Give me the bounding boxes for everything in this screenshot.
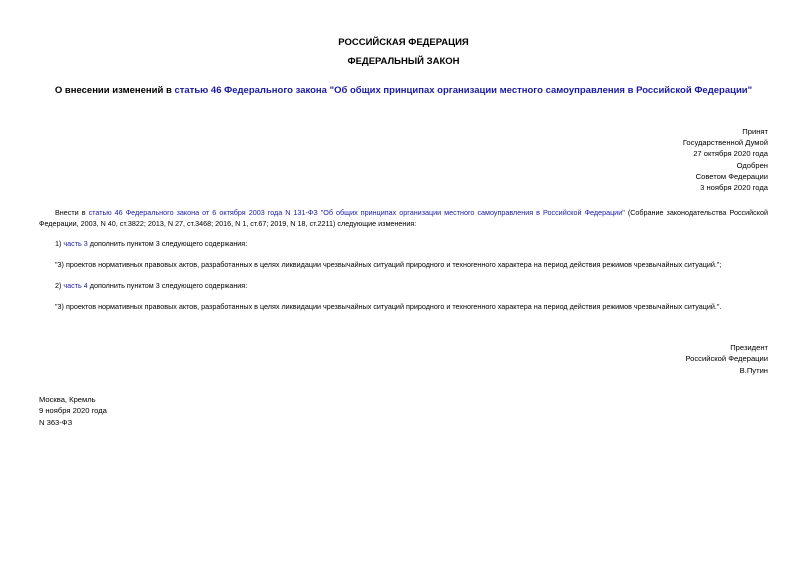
intro-law-link[interactable]: статью 46 Федерального закона от 6 октября 2003 года N 131-ФЗ "Об общих принципах организации местного самоуправления в Российской Федерации": [88, 208, 625, 217]
item-2-prefix: 2): [55, 281, 64, 290]
item-2-text: "3) проектов нормативных правовых актов, разработанных в целях ликвидации чрезвычайных ситуаций природного и техногенного характера на период действия режимов чрезвычайных ситуаций.".: [55, 302, 722, 311]
item-2-link[interactable]: часть 4: [63, 281, 88, 290]
intro-prefix: Внести в: [55, 208, 89, 217]
adoption-line: Одобрен: [736, 160, 768, 170]
signature-line: В.Путин: [739, 365, 768, 375]
law-number: N 363-ФЗ: [39, 417, 73, 427]
intro-suffix: (Собрание законодательства Российской Федерации, 2003, N 40, ст.3822; 2013, N 27, ст.3468; 2016, N 1, ст.67; 2019, N 18, ст.2211) следующие изменения:: [39, 208, 768, 228]
adoption-line: Государственной Думой: [682, 138, 768, 148]
intro-paragraph: [39, 207, 768, 229]
adoption-line: Принят: [742, 127, 768, 136]
country-heading: РОССИЙСКАЯ ФЕДЕРАЦИЯ: [338, 37, 469, 48]
place-line: Москва, Кремль: [39, 395, 96, 404]
place-date-block: [39, 394, 107, 428]
item-1-link[interactable]: часть 3: [63, 239, 88, 248]
adoption-line: Советом Федерации: [695, 171, 768, 181]
adoption-line: 3 ноября 2020 года: [700, 183, 768, 193]
law-title-prefix: О внесении изменений в: [54, 85, 175, 96]
adoption-line: 27 октября 2020 года: [693, 149, 768, 159]
adoption-block: [683, 126, 768, 193]
signature-line: Российской Федерации: [685, 354, 768, 364]
item-2: [55, 280, 247, 291]
law-title: [0, 85, 807, 97]
item-1-prefix: 1): [55, 239, 64, 248]
law-type-heading: ФЕДЕРАЛЬНЫЙ ЗАКОН: [347, 56, 460, 67]
law-title-link[interactable]: статью 46 Федерального закона "Об общих принципах организации местного самоуправления в Российской Федерации": [174, 85, 753, 96]
signature-line: Президент: [730, 343, 768, 352]
item-1-suffix: дополнить пунктом 3 следующего содержания:: [87, 239, 248, 248]
signature-block: [685, 342, 768, 376]
item-1-text: "3) проектов нормативных правовых актов, разработанных в целях ликвидации чрезвычайных ситуаций природного и техногенного характера на период действия режимов чрезвычайных ситуаций.";: [55, 260, 722, 269]
item-1: [55, 238, 247, 249]
date-line: 9 ноября 2020 года: [39, 406, 107, 416]
item-2-suffix: дополнить пунктом 3 следующего содержания:: [87, 281, 248, 290]
